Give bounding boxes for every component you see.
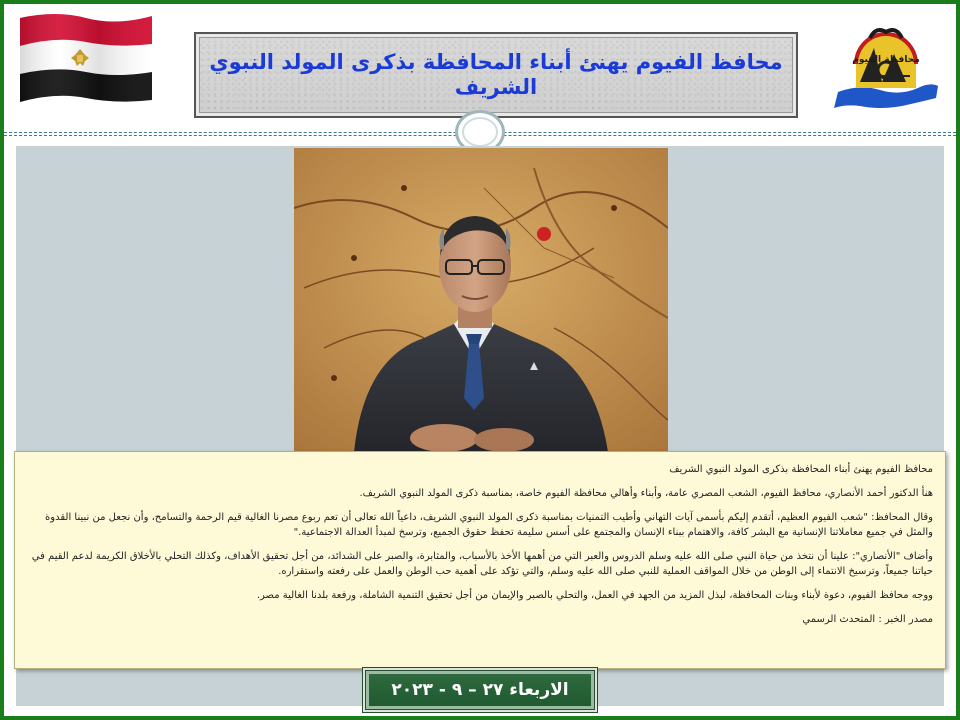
date-label: الاربعاء ٢٧ – ٩ - ٢٠٢٣ — [391, 680, 569, 700]
article-paragraph-3: وأضاف "الأنصاري": علينا أن نتخذ من حياة النبي صلى الله عليه وسلم الدروس والعبر التي من أهمها الأخذ بالأسباب، والمثابرة، والصبر على الشدائد، من أجل تحقيق الأهداف، وكذلك التحلي بالأخلاق الكريمة لدعم القيم في حياتنا جميعاً، وترسيخ الانتماء إلى الوطن من خلال المواقف العملية للنبي صلى الله عليه وسلم، والتي تؤكد على أهمية حب الوطن والعمل على رفعته واستقراره. — [31, 551, 933, 577]
governor-photo — [294, 148, 668, 452]
article-source: مصدر الخبر : المتحدث الرسمي — [802, 614, 933, 625]
article-paragraph-2: وقال المحافظ: "شعب الفيوم العظيم، أتقدم إليكم بأسمى آيات التهاني وأطيب التمنيات بمناسبة ذكرى المولد النبوي الشريف، داعياً الله تعالى أن تعم ربوع مصرنا الغالية قيم الرحمة والتسامح، وأن نجعل من نبينا القدوة والمثل في جميع معاملاتنا الإنسانية مع البشر كافة، والاهتمام ببناء الإنسان والمجتمع على أسس سليمة تحفظ حقوق الجميع، وترسخ لمبدأ العدالة الاجتماعية." — [45, 512, 933, 538]
date-banner — [366, 671, 594, 709]
article-paragraph-4: ووجه محافظ الفيوم، دعوة لأبناء وبنات المحافظة، لبذل المزيد من الجهد في العمل، والتحلي بالصبر والإيمان من أجل تحقيق التنمية الشاملة، ورفعة بلدنا الغالية مصر. — [256, 590, 933, 601]
logo-text: محافظة الفيوم — [852, 55, 920, 65]
title-banner — [194, 32, 798, 118]
article-headline: محافظ الفيوم يهنئ أبناء المحافظة بذكرى المولد النبوي الشريف — [669, 464, 933, 475]
article-paragraph-1: هنأ الدكتور أحمد الأنصاري، محافظ الفيوم، الشعب المصري عامة، وأبناء وأهالي محافظة الفيوم خاصة، بمناسبة ذكرى المولد النبوي الشريف. — [359, 488, 933, 499]
fayoum-logo-icon — [830, 18, 942, 116]
article-body — [14, 451, 946, 669]
page-title: محافظ الفيوم يهنئ أبناء المحافظة بذكرى المولد النبوي الشريف — [209, 49, 783, 99]
egypt-flag-icon — [16, 10, 152, 106]
